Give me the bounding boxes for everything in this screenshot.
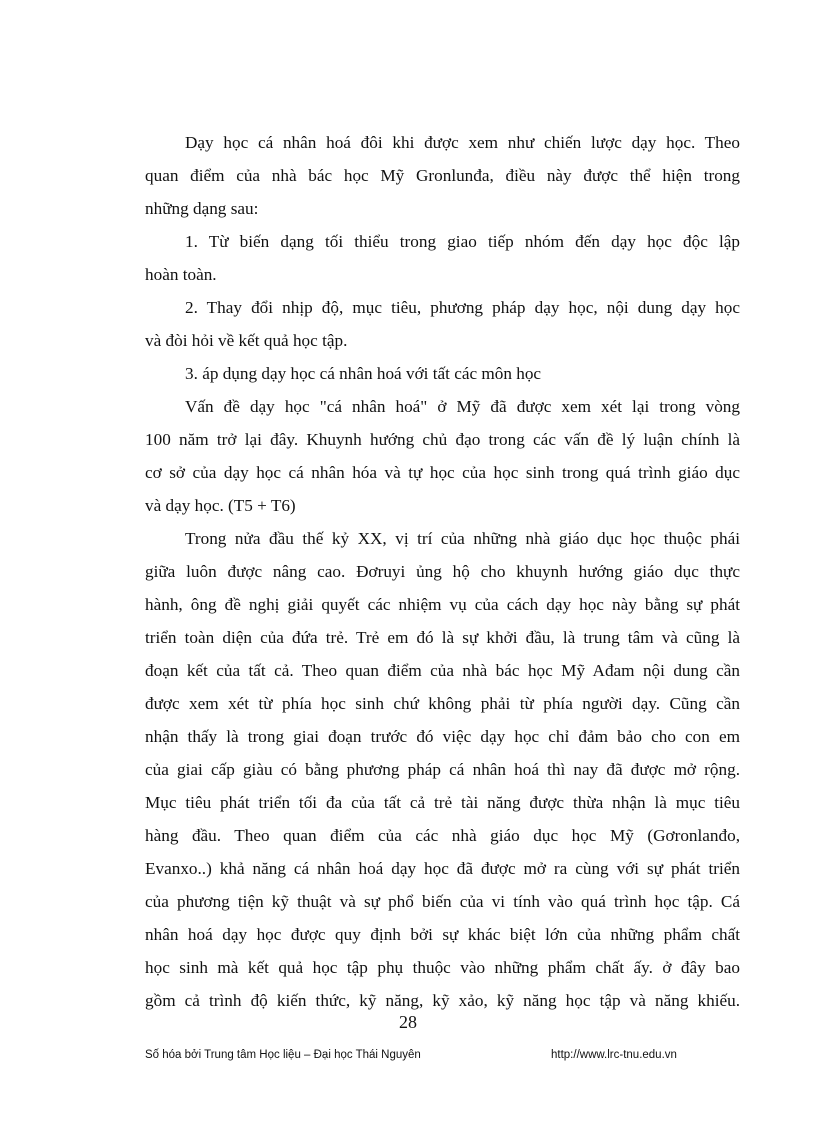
text-line: và dạy học. (T5 + T6) <box>145 496 296 515</box>
text-line: quan điểm của nhà bác học Mỹ Gronlunđa, điều này được thể hiện trong <box>145 166 740 185</box>
text-line: 3. áp dụng dạy học cá nhân hoá với tất các môn học <box>185 364 542 383</box>
text-line: của giai cấp giàu có bằng phương pháp cá nhân hoá thì nay đã được mở rộng. <box>145 760 740 779</box>
text-line: triển toàn diện của đứa trẻ. Trẻ em đó là sự khởi đầu, là trung tâm và cũng là <box>145 628 740 647</box>
text-line: và đòi hỏi về kết quả học tập. <box>145 331 348 350</box>
text-line: nhân hoá dạy học được quy định bởi sự khác biệt lớn của những phẩm chất <box>145 925 740 944</box>
text-line: 100 năm trở lại đây. Khuynh hướng chủ đạo trong các vấn đề lý luận chính là <box>145 430 740 449</box>
text-line: Evanxo..) khả năng cá nhân hoá dạy học đã được mở ra cùng với sự phát triển <box>145 859 740 878</box>
text-line: đoạn kết của tất cả. Theo quan điểm của nhà bác học Mỹ Ađam nội dung cần <box>145 661 740 680</box>
text-line: Mục tiêu phát triển tối đa của tất cả trẻ tài năng được thừa nhận là mục tiêu <box>145 793 740 812</box>
footer-url[interactable]: http://www.lrc-tnu.edu.vn <box>551 1049 677 1061</box>
text-line: 1. Từ biến dạng tối thiểu trong giao tiếp nhóm đến dạy học độc lập <box>185 232 740 251</box>
text-line: hành, ông đề nghị giải quyết các nhiệm vụ của cách dạy học này bằng sự phát <box>145 595 740 614</box>
text-line: Vấn đề dạy học "cá nhân hoá" ở Mỹ đã được xem xét lại trong vòng <box>185 397 740 416</box>
text-line: Trong nửa đầu thế kỷ XX, vị trí của những nhà giáo dục học thuộc phái <box>185 529 740 548</box>
text-line: giữa luôn được nâng cao. Đơruyi ủng hộ cho khuynh hướng giáo dục thực <box>145 562 740 581</box>
text-line: cơ sở của dạy học cá nhân hóa và tự học của học sinh trong quá trình giáo dục <box>145 463 740 482</box>
text-line: gồm cả trình độ kiến thức, kỹ năng, kỹ xảo, kỹ năng học tập và năng khiếu. <box>145 991 740 1010</box>
text-line: hoàn toàn. <box>145 265 217 284</box>
text-line: hàng đầu. Theo quan điểm của các nhà giáo dục học Mỹ (Gơronlanđo, <box>145 826 740 845</box>
text-line: Dạy học cá nhân hoá đôi khi được xem như chiến lược dạy học. Theo <box>185 133 740 152</box>
text-line: những dạng sau: <box>145 199 259 218</box>
text-line: của phương tiện kỹ thuật và sự phổ biến của vi tính vào quá trình học tập. Cá <box>145 892 740 911</box>
text-line: nhận thấy là trong giai đoạn trước đó việc dạy học chỉ đảm bảo cho con em <box>145 727 740 746</box>
footer-credit: Số hóa bởi Trung tâm Học liệu – Đại học Thái Nguyên <box>145 1049 421 1061</box>
page-number: 28 <box>399 1012 417 1032</box>
text-line: được xem xét từ phía học sinh chứ không phải từ phía người dạy. Cũng cần <box>145 694 740 713</box>
text-line: 2. Thay đổi nhịp độ, mục tiêu, phương pháp dạy học, nội dung dạy học <box>185 298 740 317</box>
text-line: học sinh mà kết quả học tập phụ thuộc vào những phẩm chất ấy. ở đây bao <box>145 958 740 977</box>
